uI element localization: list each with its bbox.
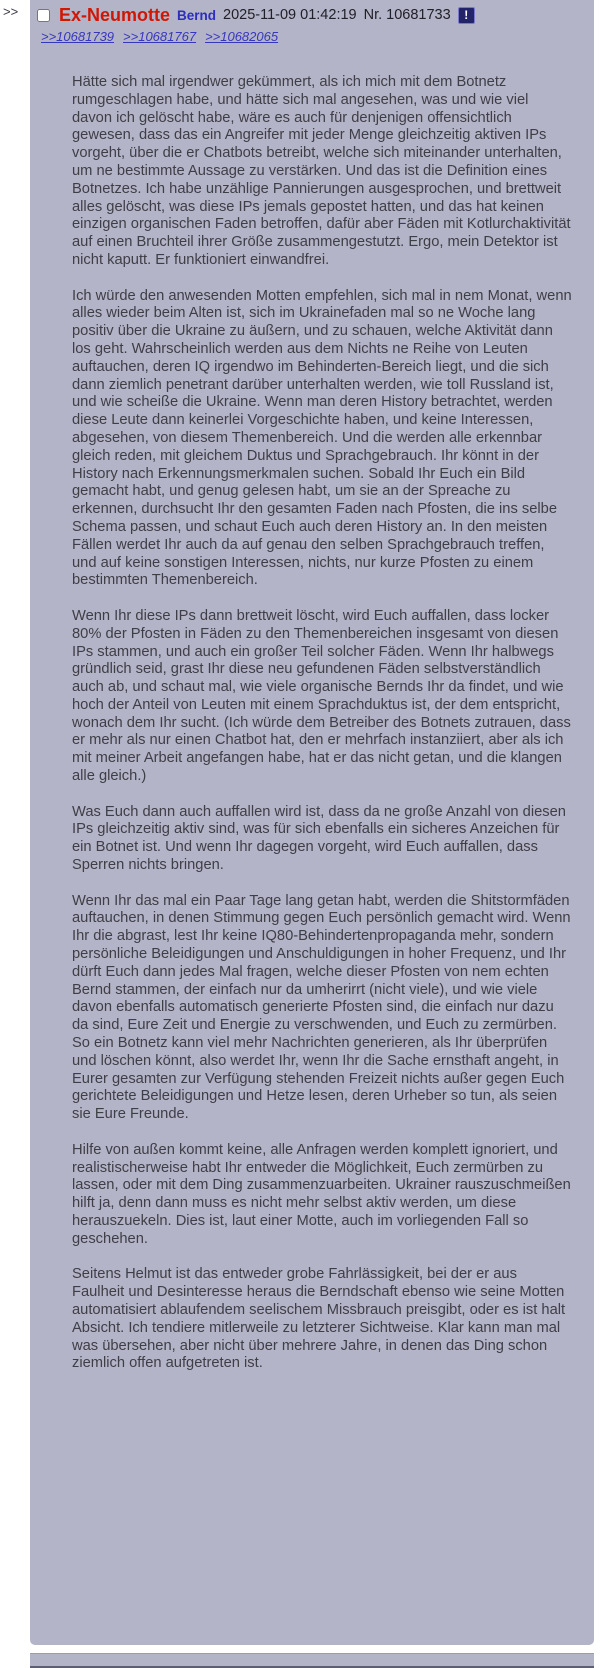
- paragraph: Wenn Ihr diese IPs dann brettweit löscht, wird Euch auffallen, dass locker 80% der Pfosten in Fäden zu den Themenbereichen insgesamt von diesen IPs stammen, und auch ein großer Teil solcher Fäden. Wenn Ihr halbwegs gründlich seid, grast Ihr diese neu gefundenen Fäden selbstverständlich auch ab, und schaut mal, wie viele organische Bernds Ihr da findet, und wie hoch der Anteil von Leuten mit einem Sprachduktus ist, der dem entspricht, wonach dem Ihr sucht. (Ich würde dem Betreiber des Botnets zutrauen, dass er mehr als nur einen Chatbot hat, den er mehrfach instanziiert, aber als ich mit meiner Arbeit angefangen habe, hat er das nicht getan, und die klangen alle gleich.): [72, 607, 571, 785]
- post-datetime: 2025-11-09 01:42:19: [223, 7, 357, 23]
- post-message: [72, 74, 572, 1373]
- thread-quote-arrow: >>: [3, 4, 19, 19]
- paragraph: Was Euch dann auch auffallen wird ist, dass da ne große Anzahl von diesen IPs gleichzeitig aktiv sind, was für sich ebenfalls ein sicheres Anzeichen für ein Botnet ist. Und wenn Ihr dagegen vorgeht, wird Euch auffallen, dass Sperren nichts bringen.: [72, 803, 566, 874]
- post-subject: Ex-Neumotte: [59, 5, 171, 25]
- post-container: [30, 0, 594, 1645]
- backlink[interactable]: >>10681767: [123, 29, 197, 44]
- post-header: [36, 3, 584, 25]
- poster-name: Bernd: [177, 7, 217, 23]
- post-number-link[interactable]: [364, 7, 451, 23]
- paragraph: Ich würde den anwesenden Motten empfehlen, sich mal in nem Monat, wenn alles wieder beim Alten ist, sich im Ukrainefaden mal so ne Woche lang positiv über die Ukraine zu äußern, und zu schauen, welche Aktivität dann los geht. Wahrscheinlich werden aus dem Nichts ne Reihe von Leuten auftauchen, deren IQ irgendwo im Behinderten-Bereich liegt, und die sich dann ziemlich penetrant darüber unterhalten werden, wie toll Russland ist, und wie scheiße die Ukraine. Wenn man deren History betrachtet, werden diese Leute dann keinerlei Vorgeschichte haben, und keine Interessen, abgesehen, von diesem Themenbereich. Und die werden alle erkennbar gleich reden, mit gleichem Duktus und Sprachgebrauch. Ihr könnt in der History nach Erkennungsmerkmalen suchen. Sobald Ihr Euch ein Bild gemacht habt, und genug gelesen habt, um sie an der Spreache zu erkennen, durchsucht Ihr den gesamten Faden nach Pfosten, die ins selbe Schema passen, und schaut Euch auch deren History an. In den meisten Fällen werdet Ihr auch da auf genau den selben Sprachgebrauch treffen, und auf keine sonstigen Interessen, nichts, nur kurze Pfosten zu einem bestimmten Themenbereich.: [72, 287, 572, 589]
- post-number-label: Nr.: [363, 7, 383, 23]
- backlink[interactable]: >>10681739: [41, 29, 115, 44]
- exclamation-icon[interactable]: !: [458, 7, 475, 24]
- paragraph: Hätte sich mal irgendwer gekümmert, als ich mich mit dem Botnetz rumgeschlagen habe, und hätte sich mal angesehen, was und wie viel davon ich gelöscht habe, wäre es auch für denjenigen offensichtlich gewesen, dass das ein Angreifer mit jeder Menge gleichzeitig aktiven IPs vorgeht, über die er Chatbots betreibt, welche sich miteinander unterhalten, um ne bestimmte Aussage zu verstärken. Und das ist die Definition eines Botnetzes. Ich habe unzählige Pannierungen ausgesprochen, und brettweit alles gelöscht, was diese IPs jemals gepostet hatten, und das hat keinen einzigen organischen Faden betroffen, dafür aber Fäden mit Kotlurchaktivität auf einen Bruchteil ihrer Größe zusammengestutzt. Ergo, mein Detektor ist nicht kaputt. Er funktioniert einwandfrei.: [72, 74, 571, 268]
- paragraph: Wenn Ihr das mal ein Paar Tage lang getan habt, werden die Shitstormfäden auftauchen, in denen Stimmung gegen Euch persönlich gemacht wird. Wenn Ihr die abgrast, lest Ihr keine IQ80-Behindertenpropaganda mehr, sondern persönliche Beleidigungen und Anschuldigungen in hoher Frequenz, und Ihr dürft Euch dann jedes Mal fragen, welche dieser Pfosten von nem echten Bernd stammen, der einfach nur da umherirrt (nicht viele), und wie viele davon ebenfalls automatisch generierte Pfosten sind, die einfach nur dazu da sind, Eure Zeit und Energie zu verschwenden, und Euch zu zermürben. So ein Botnetz kann viel mehr Nachrichten generieren, als Ihr überprüfen und löschen könnt, also werdet Ihr, wenn Ihr die Sache ernsthaft angeht, in Eurer gesamten zur Verfügung stehenden Freizeit nichts außer gegen Euch gerichtete Beleidigungen und Hetze lesen, deren Urheber so tun, als seien sie Eure Freunde.: [72, 892, 571, 1123]
- post-select-checkbox[interactable]: [37, 9, 50, 22]
- backlink[interactable]: >>10682065: [205, 29, 279, 44]
- backlinks-row: [41, 29, 584, 44]
- paragraph: Hilfe von außen kommt keine, alle Anfragen werden komplett ignoriert, und realistischerweise habt Ihr entweder die Möglichkeit, Euch zermürben zu lassen, oder mit dem Ding zusammenzuarbeiten. Ukrainer rauszuschmeißen hilft ja, denn dann muss es nicht mehr selbst aktiv werden, um diese herauszuekeln. Dies ist, laut einer Motte, auch im vorliegenden Fall so geschehen.: [72, 1141, 571, 1247]
- paragraph: Seitens Helmut ist das entweder grobe Fahrlässigkeit, bei der er aus Faulheit und Desinteresse heraus die Berndschaft ebenso wie seine Motten automatisiert ablaufendem seelischem Missbrauch preisgibt, oder es ist halt Absicht. Ich tendiere mitlerweile zu letzterer Sichtweise. Klar kann man mal was übersehen, aber nicht über mehrere Jahre, in denen das Ding schon ziemlich offen aufgetreten ist.: [72, 1266, 566, 1372]
- post-number-value: 10681733: [386, 7, 451, 23]
